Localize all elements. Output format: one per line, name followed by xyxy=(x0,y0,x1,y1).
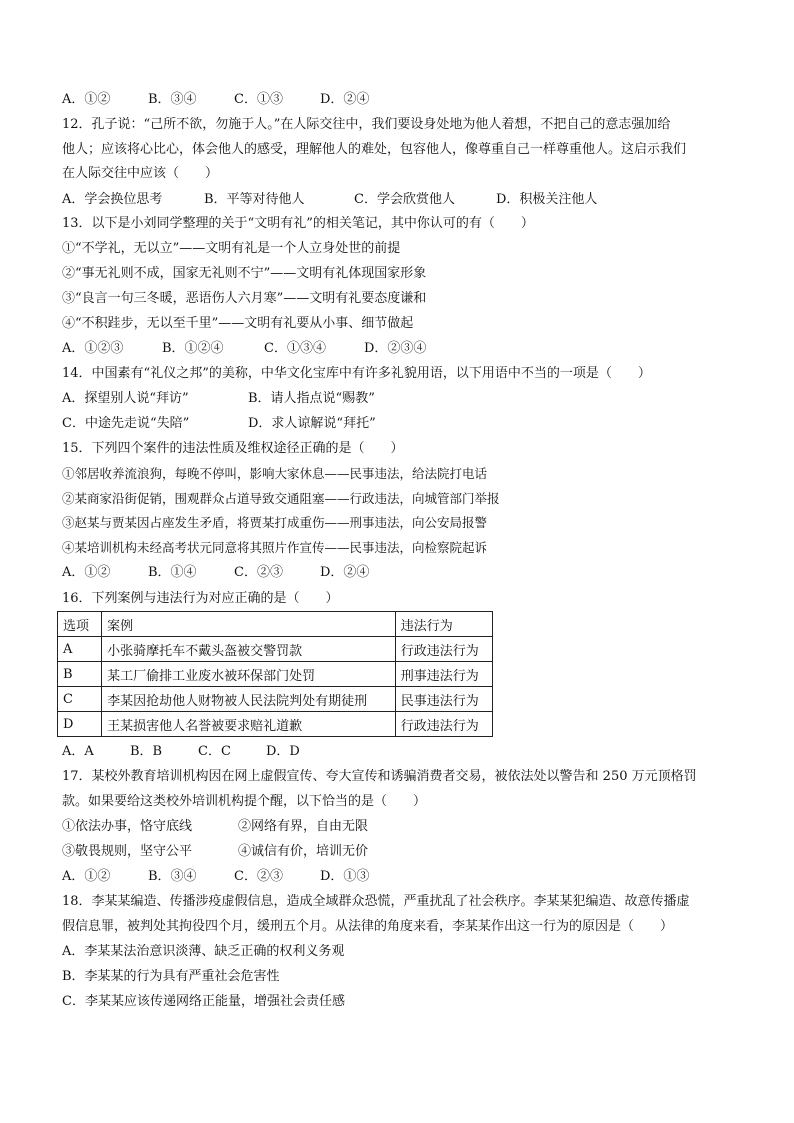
q17-option-a: A．①② xyxy=(62,869,111,884)
q14-option-c: C．中途先走说“失陪” xyxy=(62,416,190,431)
q13-option-d: D．②③④ xyxy=(364,341,427,356)
q14-option-d: D．求人谅解说“拜托” xyxy=(248,416,376,431)
q18-option-b: B．李某某的行为具有严重社会危害性 xyxy=(62,969,280,984)
table-cell-violation: 行政违法行为 xyxy=(395,712,492,737)
q12-option-d: D．积极关注他人 xyxy=(496,192,598,207)
q14-option-b: B．请人指点说“赐教” xyxy=(248,391,375,406)
q13-item-4: ④“不积跬步，无以至千里”——文明有礼要从小事、细节做起 xyxy=(62,316,414,331)
table-header-option: 选项 xyxy=(58,612,102,637)
q13-stem: 13．以下是小刘同学整理的关于“文明有礼”的相关笔记，其中你认可的有（ ） xyxy=(62,216,534,231)
q17-item-1: ①依法办事，恪守底线 xyxy=(62,819,193,834)
q11-option-c: C．①③ xyxy=(234,92,283,107)
q11-option-a: A．①② xyxy=(62,92,111,107)
table-row xyxy=(58,687,493,712)
q17-option-c: C．②③ xyxy=(234,869,283,884)
table-header-violation: 违法行为 xyxy=(395,612,492,637)
q17-option-d: D．①③ xyxy=(320,869,370,884)
q13-option-c: C．①③④ xyxy=(264,341,326,356)
q15-item-1: ①邻居收养流浪狗，每晚不停叫，影响大家休息——民事违法，给法院打电话 xyxy=(62,466,488,481)
q15-option-a: A．①② xyxy=(62,565,111,580)
q18-option-a: A．李某某法治意识淡薄、缺乏正确的权利义务观 xyxy=(62,944,345,959)
q16-stem: 16．下列案例与违法行为对应正确的是（ ） xyxy=(62,591,339,606)
q15-item-4: ④某培训机构未经高考状元同意将其照片作宣传——民事违法，向检察院起诉 xyxy=(62,540,488,555)
q17-option-b: B．③④ xyxy=(148,869,197,884)
q14-options-row-2 xyxy=(62,416,376,432)
table-row xyxy=(58,662,493,687)
q13-option-a: A．①②③ xyxy=(62,341,124,356)
q18-stem-line-1: 18．李某某编造、传播涉疫虚假信息，造成全域群众恐慌，严重扰乱了社会秩序。李某某犯编造、故意传播虚 xyxy=(62,894,690,909)
table-cell-option: B xyxy=(58,662,102,687)
q15-item-2: ②某商家沿街促销，围观群众占道导致交通阻塞——行政违法，向城管部门举报 xyxy=(62,491,500,506)
q15-option-d: D．②④ xyxy=(320,565,370,580)
q14-option-a: A．探望别人说“拜访” xyxy=(62,391,189,406)
q17-items-row-1 xyxy=(62,819,368,835)
table-cell-violation: 民事违法行为 xyxy=(395,687,492,712)
table-header-row xyxy=(58,612,493,637)
q17-item-4: ④诚信有价，培训无价 xyxy=(238,844,369,859)
q16-options xyxy=(62,744,300,760)
table-cell-violation: 刑事违法行为 xyxy=(395,662,492,687)
q16-option-a: A．A xyxy=(62,744,94,759)
q11-options xyxy=(62,92,369,108)
q16-case-table xyxy=(57,611,493,737)
q14-stem: 14．中国素有“礼仪之邦”的美称，中华文化宝库中有许多礼貌用语，以下用语中不当的一项是（ ） xyxy=(62,366,651,381)
q13-item-3: ③“良言一句三冬暖，恶语伤人六月寒”——文明有礼要态度谦和 xyxy=(62,291,427,306)
q18-stem-line-2: 假信息罪，被判处其拘役四个月，缓刑五个月。从法律的角度来看，李某某作出这一行为的原因是（ ） xyxy=(62,919,674,934)
q16-option-c: C．C xyxy=(198,744,231,759)
q12-stem-line-2: 他人；应该将心比心，体会他人的感受，理解他人的难处，包容他人，像尊重自己一样尊重他人。这启示我们 xyxy=(62,142,687,157)
q16-option-b: B．B xyxy=(130,744,163,759)
table-cell-case: 王某损害他人名誉被要求赔礼道歉 xyxy=(102,712,396,737)
q17-items-row-2 xyxy=(62,844,368,860)
table-cell-case: 李某因抢劫他人财物被人民法院判处有期徒刑 xyxy=(102,687,396,712)
q12-stem-line-3: 在人际交往中应该（ ） xyxy=(62,166,219,181)
q17-options xyxy=(62,869,369,885)
q15-item-3: ③赵某与贾某因占座发生矛盾，将贾某打成重伤——刑事违法，向公安局报警 xyxy=(62,515,488,530)
q13-option-b: B．①②④ xyxy=(162,341,224,356)
q12-stem-line-1: 12．孔子说：“己所不欲，勿施于人。”在人际交往中，我们要设身处地为他人着想，不把自己的意志强加给 xyxy=(62,117,671,132)
q15-options xyxy=(62,565,369,581)
table-cell-option: C xyxy=(58,687,102,712)
q17-item-3: ③敬畏规则，坚守公平 xyxy=(62,844,193,859)
q12-options xyxy=(62,192,597,208)
q13-item-2: ②“事无礼则不成，国家无礼则不宁”——文明有礼体现国家形象 xyxy=(62,266,427,281)
q16-option-d: D．D xyxy=(266,744,300,759)
q17-item-2: ②网络有界，自由无限 xyxy=(238,819,369,834)
table-row xyxy=(58,712,493,737)
q15-option-b: B．①④ xyxy=(148,565,197,580)
q12-option-c: C．学会欣赏他人 xyxy=(354,192,455,207)
q12-option-a: A．学会换位思考 xyxy=(62,192,163,207)
q15-option-c: C．②③ xyxy=(234,565,283,580)
table-header-case: 案例 xyxy=(102,612,396,637)
q14-options-row-1 xyxy=(62,391,375,407)
q17-stem-line-2: 款。如果要给这类校外培训机构提个醒，以下恰当的是（ ） xyxy=(62,794,427,809)
q12-option-b: B．平等对待他人 xyxy=(204,192,305,207)
q17-stem-line-1: 17．某校外教育培训机构因在网上虚假宣传、夸大宣传和诱骗消费者交易，被依法处以警告和 250 万元顶格罚 xyxy=(62,769,697,784)
q11-option-b: B．③④ xyxy=(148,92,197,107)
table-cell-case: 小张骑摩托车不戴头盔被交警罚款 xyxy=(102,637,396,662)
table-cell-option: A xyxy=(58,637,102,662)
q15-stem: 15．下列四个案件的违法性质及维权途径正确的是（ ） xyxy=(62,441,404,456)
q18-option-c: C．李某某应该传递网络正能量，增强社会责任感 xyxy=(62,994,345,1009)
table-cell-option: D xyxy=(58,712,102,737)
q11-option-d: D．②④ xyxy=(320,92,370,107)
table-row xyxy=(58,637,493,662)
q13-item-1: ①“不学礼，无以立”——文明有礼是一个人立身处世的前提 xyxy=(62,241,401,256)
q13-options xyxy=(62,341,426,357)
table-cell-case: 某工厂偷排工业废水被环保部门处罚 xyxy=(102,662,396,687)
table-cell-violation: 行政违法行为 xyxy=(395,637,492,662)
